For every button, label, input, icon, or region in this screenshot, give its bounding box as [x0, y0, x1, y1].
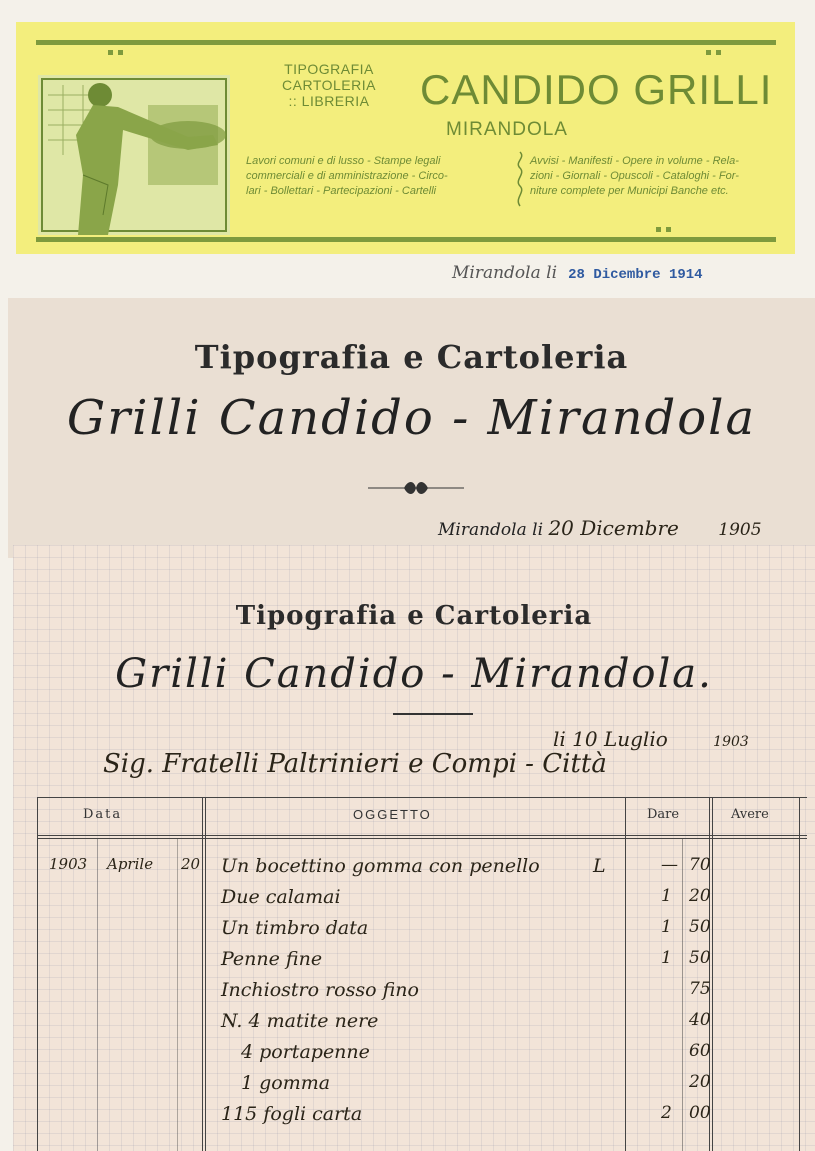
- service-line: Lavori comuni e di lusso - Stampe legali: [246, 155, 441, 167]
- services-left: [246, 154, 448, 199]
- letterhead-date: [452, 263, 703, 283]
- sheet-date: [438, 516, 762, 540]
- cell-month: Aprile: [107, 855, 154, 873]
- sheet-title: Tipografia e Cartoleria: [235, 601, 593, 631]
- ornament-square: [118, 50, 123, 55]
- sheet-subtitle: Grilli Candido - Mirandola.: [115, 651, 713, 697]
- scroll-divider: [512, 150, 528, 208]
- ornament-flourish: [368, 480, 464, 496]
- company-name: CANDIDO GRILLI: [420, 66, 773, 113]
- table-row: [37, 1041, 807, 1071]
- table-row: [37, 979, 807, 1009]
- table-border: [37, 797, 807, 798]
- addressee: Sig. Fratelli Paltrinieri e Compi - Città: [103, 749, 607, 779]
- business-type-line: :: LIBRERIA: [288, 93, 370, 109]
- company-town: MIRANDOLA: [446, 119, 568, 140]
- service-line: commerciali e di amministrazione - Circo-: [246, 170, 448, 182]
- handwritten-date: li 10 Luglio: [553, 727, 668, 751]
- top-border: [36, 40, 776, 45]
- header-rule: [37, 838, 807, 839]
- title-rule: [393, 713, 473, 715]
- sheet-title: Tipografia e Cartoleria: [194, 338, 629, 376]
- cell-cent: 20: [689, 886, 711, 906]
- table-row: [37, 855, 807, 885]
- ornament-square: [656, 227, 661, 232]
- header-oggetto: OGGETTO: [353, 807, 432, 822]
- cell-cent: 40: [689, 1010, 711, 1030]
- header-avere: Avere: [731, 807, 769, 822]
- business-types: [244, 61, 414, 109]
- invoice-sheet-1905: [8, 298, 815, 558]
- cell-item: 1 gomma: [241, 1072, 331, 1094]
- date-place: Mirandola li: [438, 520, 544, 540]
- services-right: [530, 154, 739, 199]
- table-row: [37, 1072, 807, 1102]
- cell-cur: L: [593, 855, 606, 877]
- ornament-square: [666, 227, 671, 232]
- service-line: niture complete per Municipi Banche etc.: [530, 185, 729, 197]
- printer-worker-illustration: [38, 75, 230, 235]
- date-place: Mirandola li: [452, 263, 558, 283]
- cell-item: N. 4 matite nere: [221, 1010, 379, 1032]
- cell-lire: 1: [661, 948, 672, 968]
- service-line: lari - Bollettari - Partecipazioni - Cartelli: [246, 185, 437, 197]
- cell-lire: 1: [661, 917, 672, 937]
- table-row: [37, 886, 807, 916]
- invoice-sheet-1903: [13, 545, 815, 1151]
- header-dare: Dare: [647, 807, 680, 822]
- cell-item: Penne fine: [221, 948, 323, 970]
- cell-item: Un bocettino gomma con penello: [221, 855, 540, 877]
- ornament-square: [108, 50, 113, 55]
- business-type-line: TIPOGRAFIA: [284, 61, 374, 77]
- cell-item: Inchiostro rosso fino: [221, 979, 419, 1001]
- table-row: [37, 917, 807, 947]
- cell-item: Due calamai: [221, 886, 341, 908]
- ornament-square: [716, 50, 721, 55]
- ornament-square: [706, 50, 711, 55]
- cell-cent: 00: [689, 1103, 711, 1123]
- handwritten-date: 20 Dicembre: [548, 516, 679, 540]
- cell-year: 1903: [49, 855, 88, 873]
- cell-cent: 50: [689, 948, 711, 968]
- letterhead: [16, 22, 795, 254]
- date-year: 1903: [713, 734, 749, 750]
- cell-cent: 20: [689, 1072, 711, 1092]
- typed-date: 28 Dicembre 1914: [568, 267, 703, 283]
- date-year: 1905: [718, 520, 762, 540]
- table-row: [37, 1010, 807, 1040]
- cell-lire: 2: [661, 1103, 672, 1123]
- cell-cent: 60: [689, 1041, 711, 1061]
- cell-cent: 50: [689, 917, 711, 937]
- cell-item: 115 fogli carta: [221, 1103, 363, 1125]
- cell-cent: 75: [689, 979, 711, 999]
- table-row: [37, 1103, 807, 1133]
- cell-item: Un timbro data: [221, 917, 369, 939]
- table-row: [37, 948, 807, 978]
- service-line: zioni - Giornali - Opuscoli - Cataloghi - For-: [530, 170, 739, 182]
- cell-day: 20: [181, 855, 201, 873]
- cell-lire: —: [661, 855, 678, 875]
- header-rule: [37, 835, 807, 836]
- ledger-table: [37, 797, 807, 1151]
- business-type-line: CARTOLERIA: [282, 77, 376, 93]
- service-line: Avvisi - Manifesti - Opere in volume - Rela-: [530, 155, 739, 167]
- sheet-subtitle: Grilli Candido - Mirandola: [66, 390, 757, 446]
- header-data: Data: [83, 807, 123, 822]
- cell-lire: 1: [661, 886, 672, 906]
- sheet-date: [553, 727, 749, 751]
- cell-item: 4 portapenne: [241, 1041, 370, 1063]
- cell-cent: 70: [689, 855, 711, 875]
- bottom-border: [36, 237, 776, 242]
